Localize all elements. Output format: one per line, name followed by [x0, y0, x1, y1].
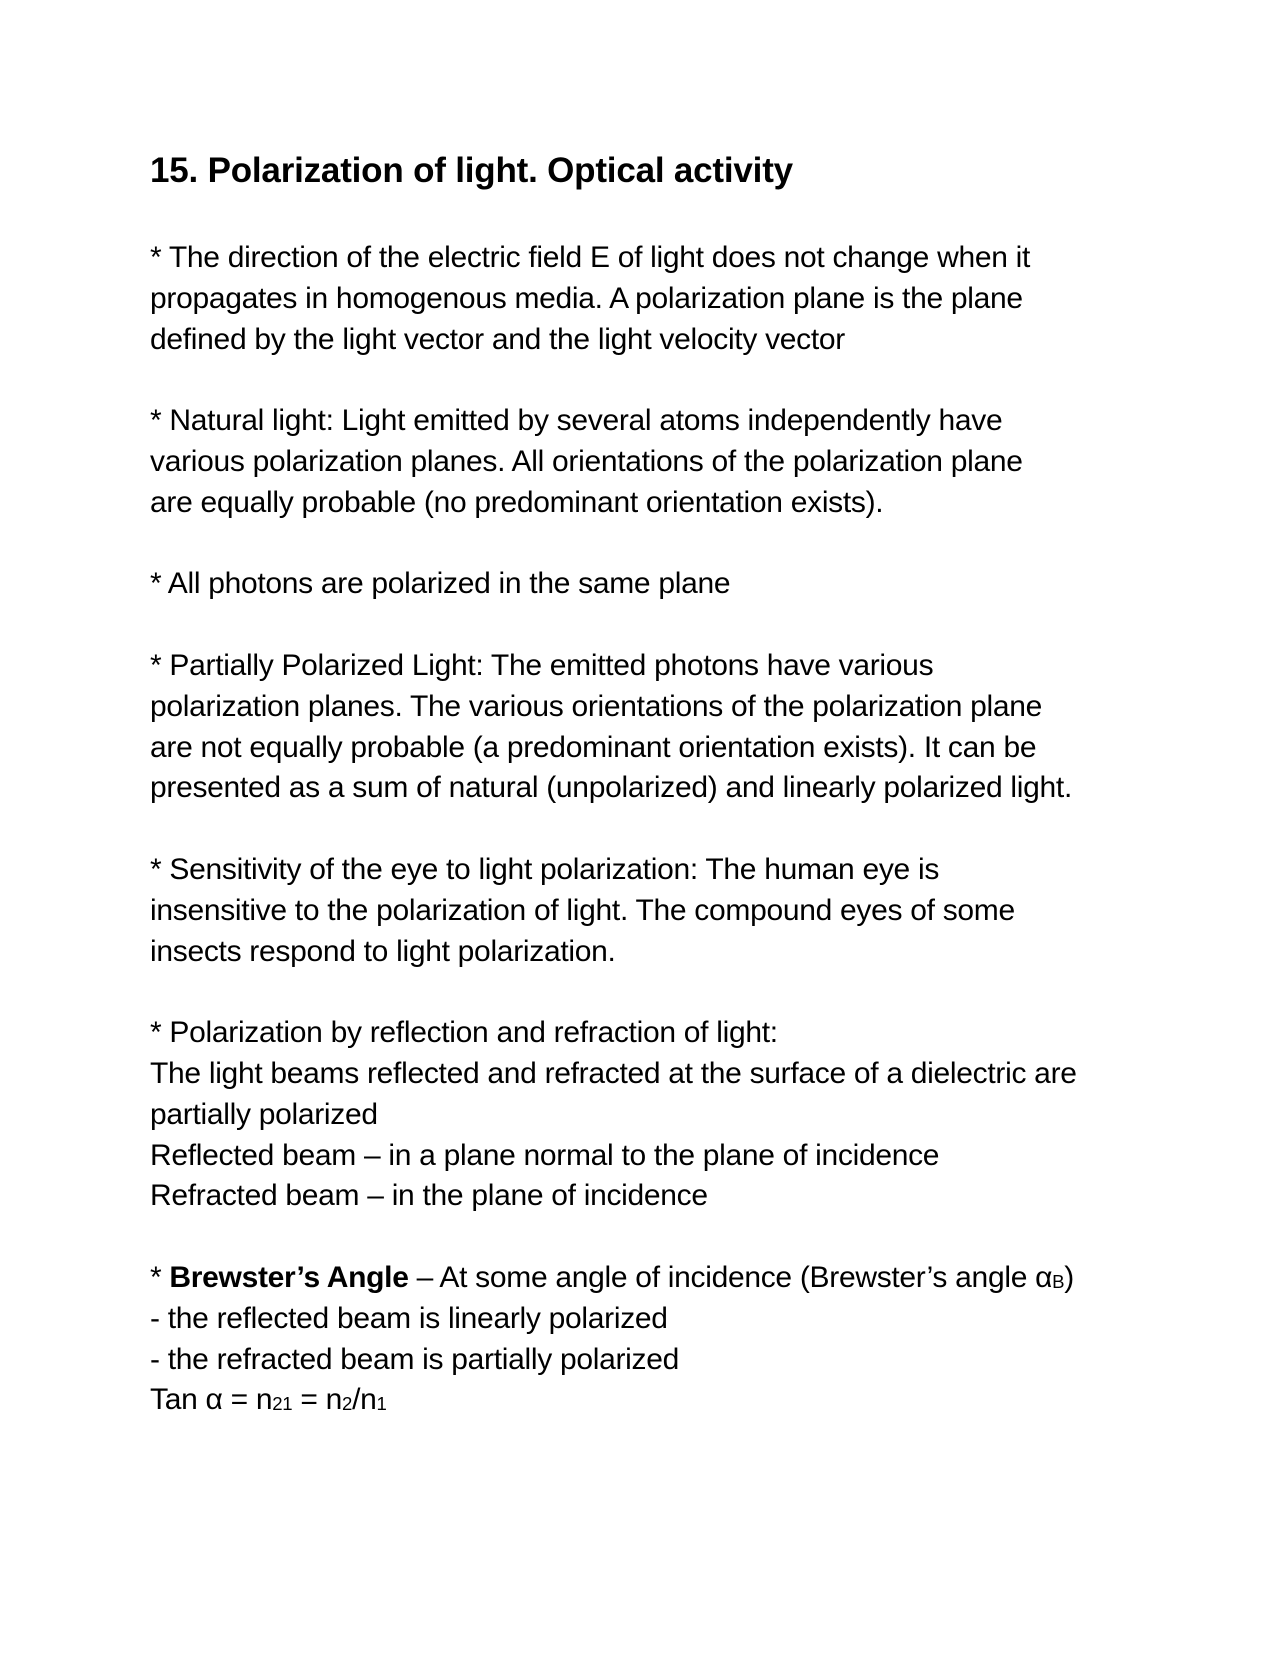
formula-mid: = n — [292, 1383, 343, 1417]
text-line: insensitive to the polarization of light. The compound eyes of some — [150, 893, 1015, 927]
brewster-heading-line — [150, 1258, 1150, 1299]
paragraph-natural-light — [150, 401, 1150, 523]
text-line: Reflected beam – in a plane normal to the plane of incidence — [150, 1138, 940, 1172]
text-line: * Natural light: Light emitted by several atoms independently have — [150, 404, 1003, 438]
text-line: defined by the light vector and the light velocity vector — [150, 322, 845, 356]
bullet-prefix: * — [150, 1260, 170, 1294]
text-line: Refracted beam – in the plane of incidence — [150, 1179, 708, 1213]
formula-sub-1: 1 — [376, 1393, 387, 1415]
formula-sub-2: 2 — [342, 1393, 353, 1415]
text-line: * Polarization by reflection and refraction of light: — [150, 1016, 778, 1050]
formula-slash: /n — [352, 1383, 377, 1417]
text-line: presented as a sum of natural (unpolarized) and linearly polarized light. — [150, 771, 1072, 805]
text-line: are not equally probable (a predominant orientation exists). It can be — [150, 730, 1037, 764]
brewster-formula — [150, 1380, 1150, 1421]
paragraph-partially-polarized — [150, 646, 1150, 809]
text-line: propagates in homogenous media. A polarization plane is the plane — [150, 281, 1023, 315]
text-line: * The direction of the electric field E of light does not change when it — [150, 241, 1031, 274]
text-line: * All photons are polarized in the same plane — [150, 567, 731, 601]
text-line: * Partially Polarized Light: The emitted photons have various — [150, 648, 934, 682]
brewster-term: Brewster’s Angle — [169, 1260, 409, 1294]
document-page — [150, 150, 1150, 1462]
text-line: - the refracted beam is partially polarized — [150, 1342, 680, 1376]
closing-paren: ) — [1064, 1260, 1074, 1294]
text-line: are equally probable (no predominant orientation exists). — [150, 485, 884, 519]
paragraph-reflection-refraction — [150, 1013, 1150, 1217]
text-line: * Sensitivity of the eye to light polarization: The human eye is — [150, 852, 940, 886]
paragraph-same-plane — [150, 564, 1150, 605]
paragraph-eye-sensitivity — [150, 850, 1150, 972]
text-line: partially polarized — [150, 1097, 378, 1131]
text-line: insects respond to light polarization. — [150, 934, 616, 968]
text-line: various polarization planes. All orientations of the polarization plane — [150, 444, 1023, 478]
formula-lhs: Tan α = n — [150, 1383, 273, 1417]
paragraph-electric-field-direction — [150, 238, 1150, 360]
page-title: 15. Polarization of light. Optical activity — [150, 151, 793, 190]
brewster-description: – At some angle of incidence (Brewster’s angle α — [408, 1260, 1053, 1294]
paragraph-brewsters-angle — [150, 1258, 1150, 1421]
formula-sub-21: 21 — [272, 1393, 293, 1415]
text-line: polarization planes. The various orientations of the polarization plane — [150, 689, 1043, 723]
text-line: The light beams reflected and refracted at the surface of a dielectric are — [150, 1056, 1077, 1090]
text-line: - the reflected beam is linearly polarized — [150, 1301, 668, 1335]
subscript-b: B — [1052, 1270, 1065, 1292]
